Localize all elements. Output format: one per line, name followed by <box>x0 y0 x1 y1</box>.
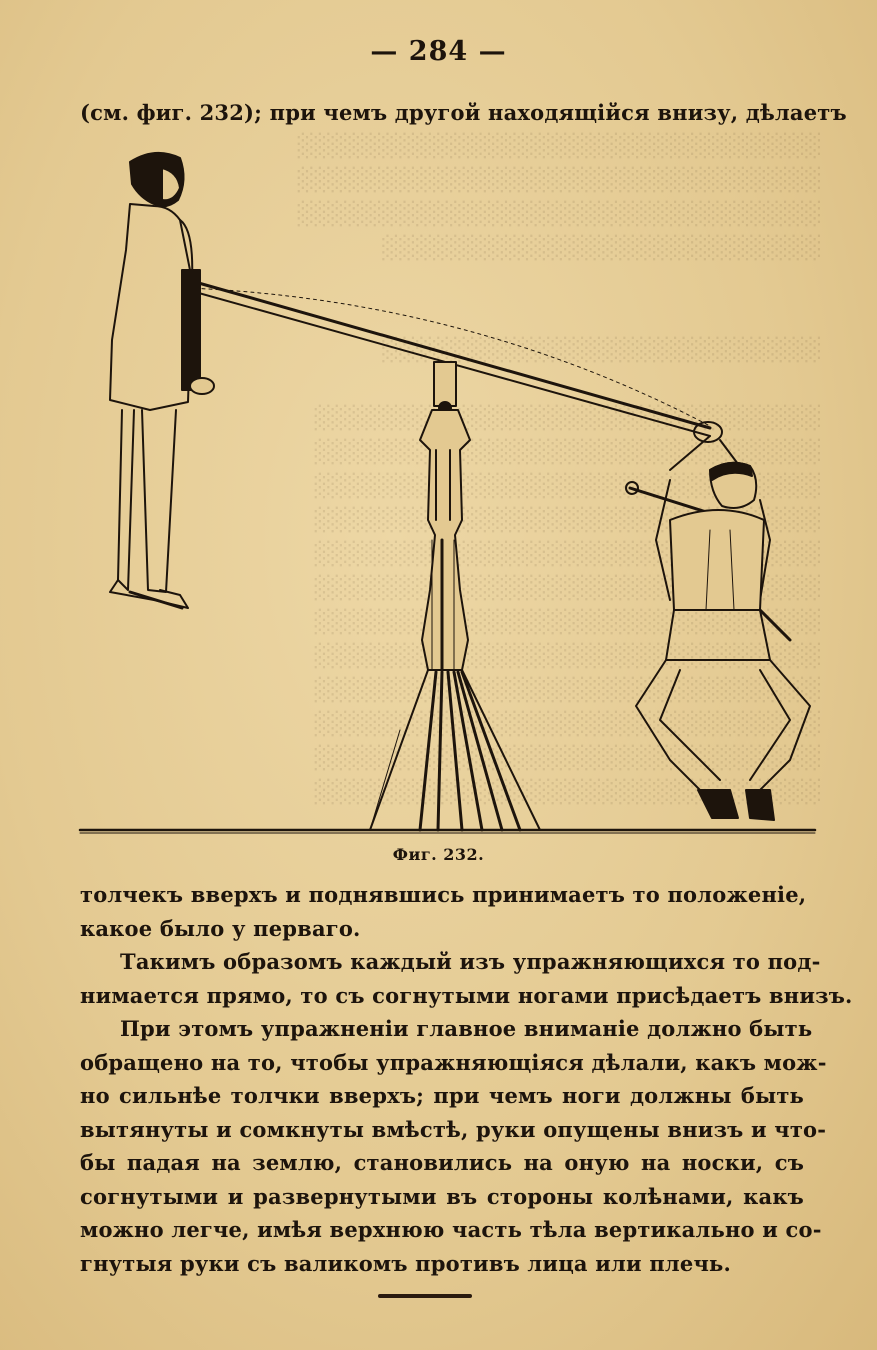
paragraph1-line: толчекъ вверхъ и поднявшись принимаетъ то положеніе, <box>80 882 807 907</box>
paragraph3-line: можно легче, имѣя верхнюю часть тѣла вертикально и со- <box>80 1217 822 1242</box>
end-rule <box>378 1294 472 1298</box>
paragraph2-line: нимается прямо, то съ согнутыми ногами присѣдаетъ внизъ. <box>80 983 853 1008</box>
gymnastics-illustration <box>70 140 830 840</box>
paragraph3-line: вытянуты и сомкнуты вмѣстѣ, руки опущены внизъ и что- <box>80 1117 827 1142</box>
paragraph3-line: но сильнѣе толчки вверхъ; при чемъ ноги должны быть <box>80 1083 804 1108</box>
figure-caption: Фиг. 232. <box>392 845 485 864</box>
paragraph3-line: При этомъ упражненіи главное вниманіе должно быть <box>120 1016 813 1041</box>
paragraph1-line: какое было у перваго. <box>80 916 361 941</box>
paragraph2-line: Такимъ образомъ каждый изъ упражняющихся то под- <box>120 949 821 974</box>
squatting-figure <box>626 422 810 820</box>
paragraph3-line: обращено на то, чтобы упражняющіяся дѣлали, какъ мож- <box>80 1050 827 1075</box>
standing-figure <box>110 153 214 608</box>
bleed-through-text: ░░░░░░░░░░░░░░░░░░░░░░░░░░░░░░░ ░░░░░░░░░░░░░░░░░░░░░░░░░░░░░░░ ░░░░░░░░░░░░░░░░░░░░░░░░░░░░░░░ ░░░░░░░░░░░░░░░░░░░░░░░░░░ ░░░░░░░░░░░░░░░░░░░░░░░░░░ ░░░░░░░░░░░░░░░░░░░░░░░░░░░░░░ ░░░░░░░░░░░░░░░░░░░░░░░░░░░░░░ ░░░░░░░░░░░░░░░░░░░░░░░░░░░░░░ ░░░░░░░░░░░░░░░░░░░░░░░░░░░░░░ ░░░░░░░░░░░░░░░░░░░░░░░░░░░░░░ ░░░░░░░░░░░░░░░░░░░░░░░░░░░░░░ ░░░░░░░░░░░░░░░░░░░░░░░░░░░░░░ ░░░░░░░░░░░░░░░░░░░░░░░░░░░░░░ ░░░░░░░░░░░░░░░░░░░░░░░░░░░░░░ ░░░░░░░░░░░░░░░░░░░░░░░░░░░░░░ ░░░░░░░░░░░░░░░░░░░░░░░░░░░░░░ ░░░░░░░░░░░░░░░░░░░░░░░░░░░░░░ <box>295 134 820 805</box>
paragraph3-line: гнутыя руки съ валикомъ противъ лица или плечь. <box>80 1251 731 1276</box>
top-text-line: (см. фиг. 232); при чемъ другой находящійся внизу, дѣлаетъ <box>80 100 847 125</box>
paragraph3-line: согнутыми и развернутыми въ стороны колѣнами, какъ <box>80 1184 804 1209</box>
page-number: — 284 — <box>370 36 507 67</box>
paragraph3-line: бы падая на землю, становились на оную на носки, съ <box>80 1150 804 1175</box>
